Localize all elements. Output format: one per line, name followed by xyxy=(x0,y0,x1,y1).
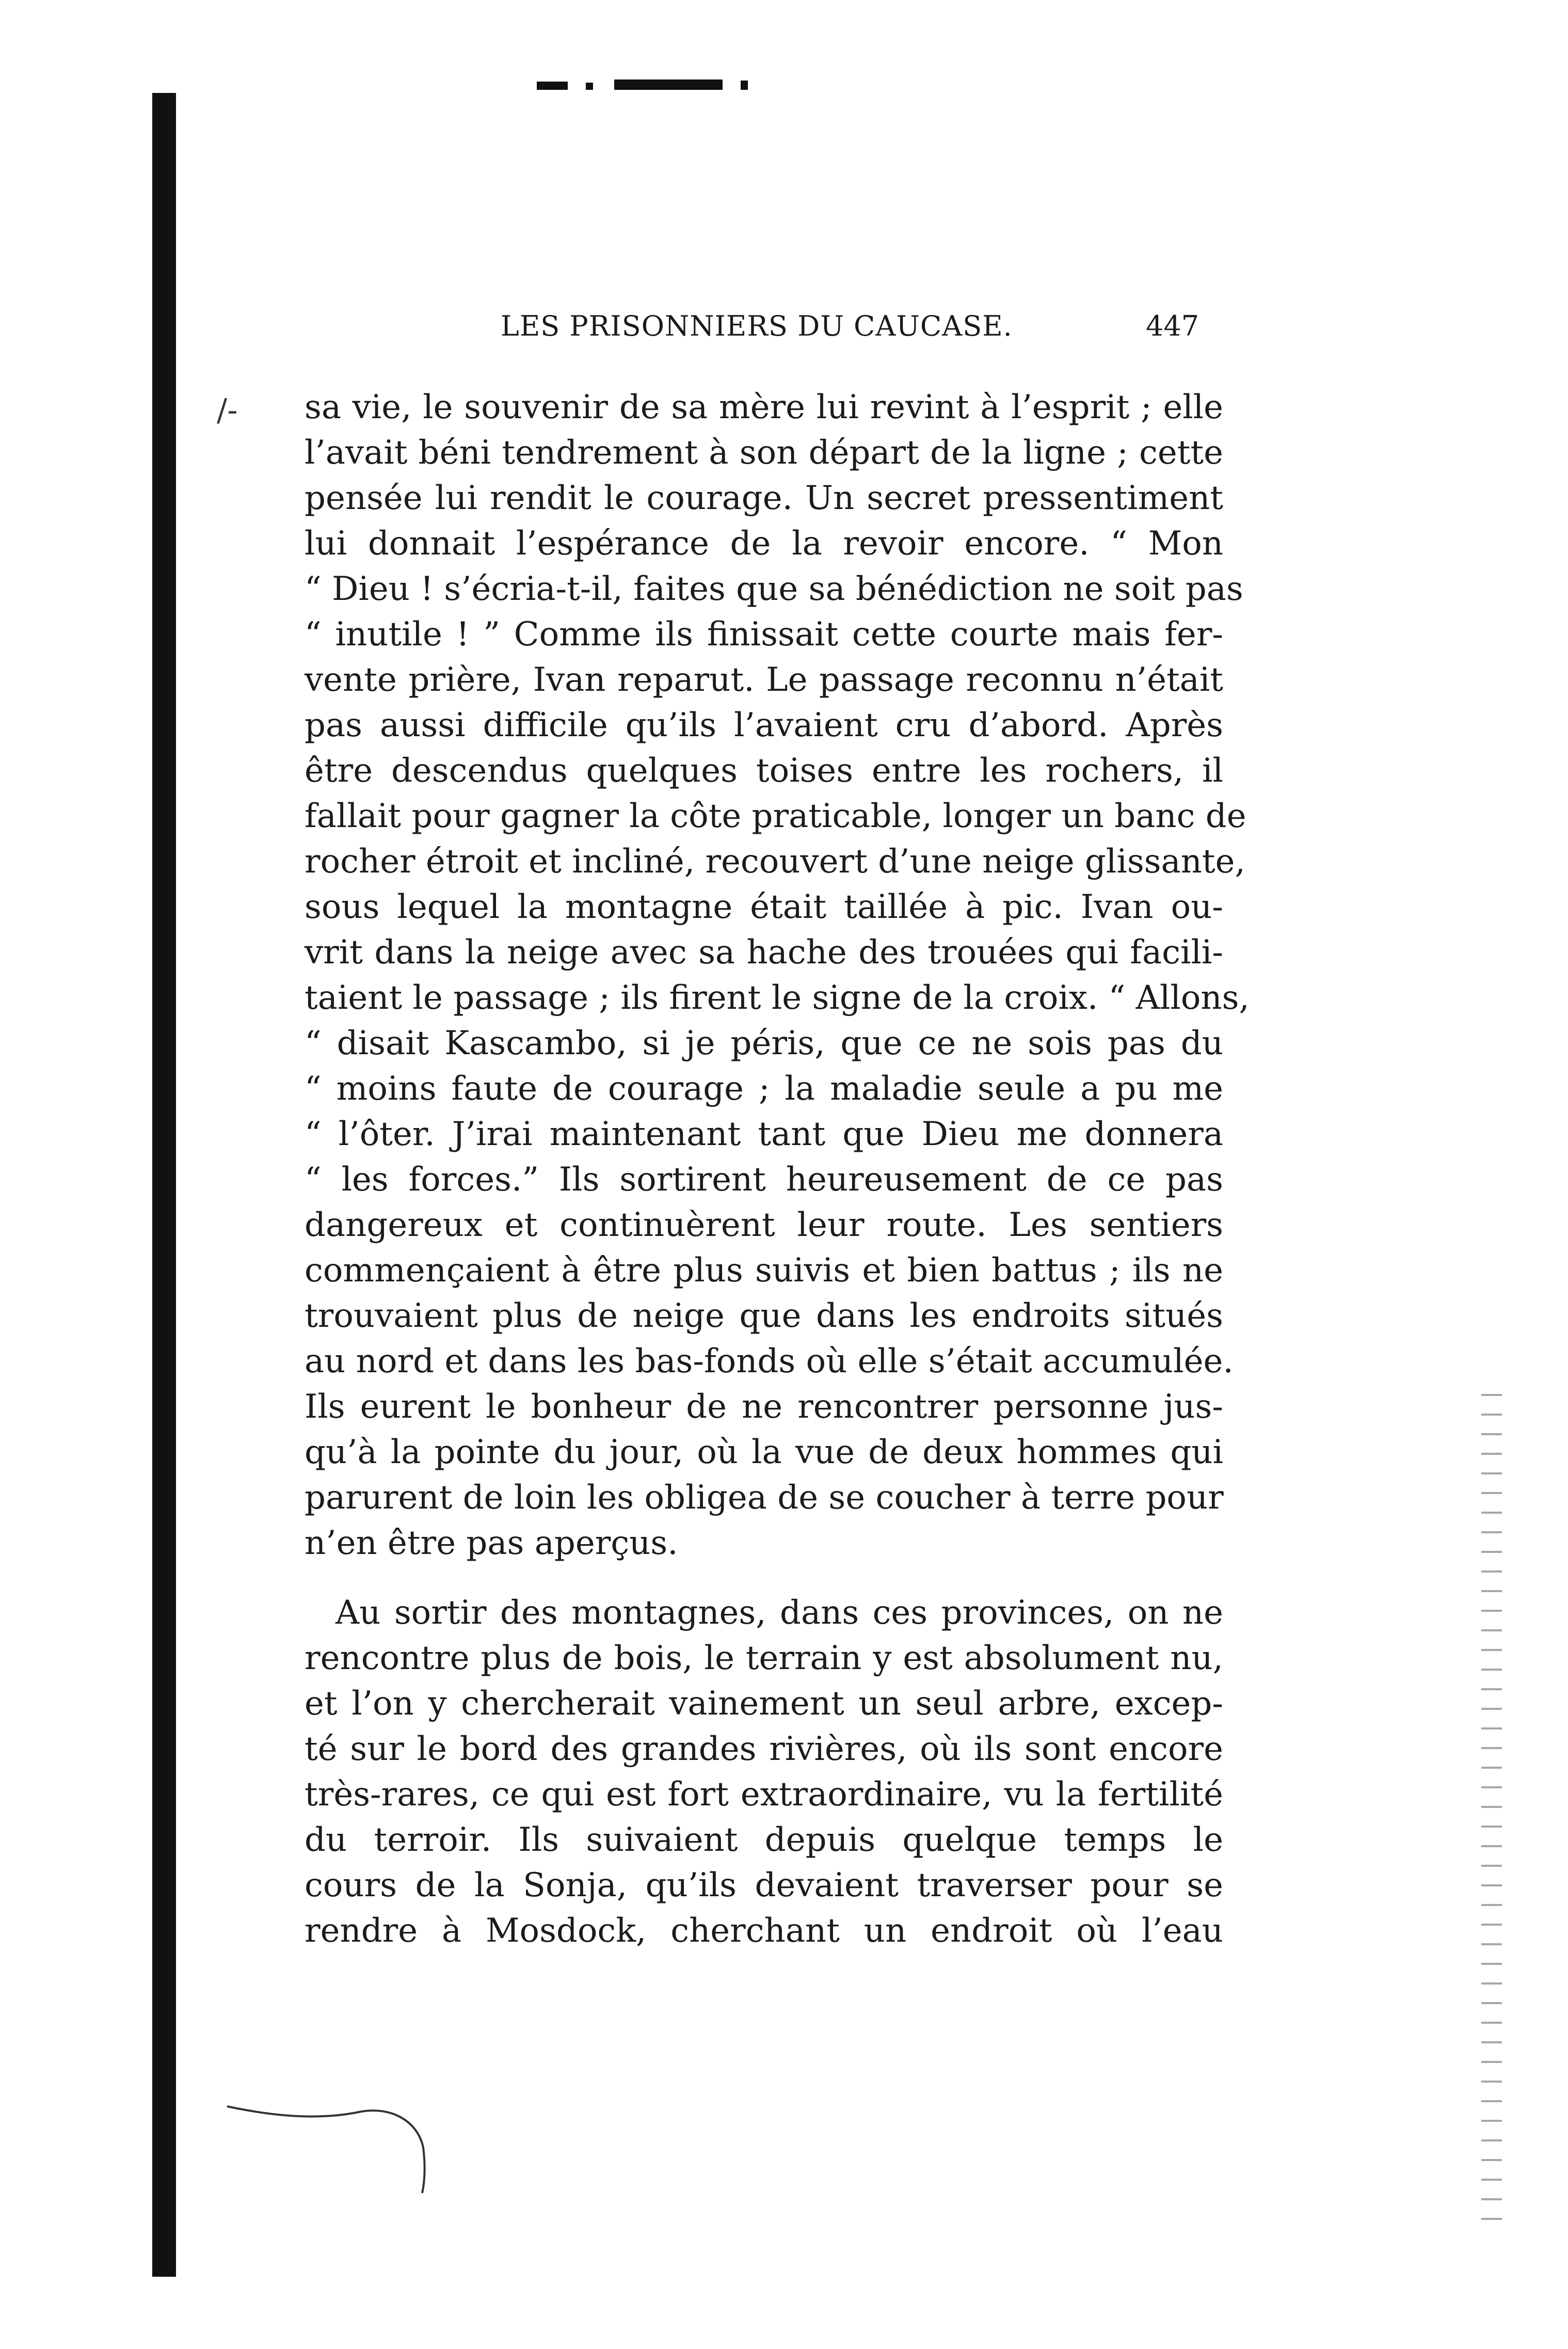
text-line: qu’à la pointe du jour, où la vue de deux hommes qui xyxy=(305,1433,1223,1471)
text-line: parurent de loin les obligea de se coucher à terre pour xyxy=(305,1479,1224,1517)
text-line: vente prière, Ivan reparut. Le passage reconnu n’était xyxy=(305,661,1223,699)
pencil-scribble xyxy=(222,2091,490,2194)
paragraph-2 xyxy=(305,1590,1223,1954)
running-header: LES PRISONNIERS DU CAUCASE. xyxy=(501,310,1013,342)
text-line: lui donnait l’espérance de la revoir encore. “ Mon xyxy=(305,525,1223,563)
scan-mark xyxy=(586,83,593,90)
text-line: n’en être pas aperçus. xyxy=(305,1524,678,1562)
text-line: cours de la Sonja, qu’ils devaient traverser pour se xyxy=(305,1866,1223,1904)
page-number: 447 xyxy=(1146,310,1199,342)
text-line: taient le passage ; ils firent le signe de la croix. “ Allons, xyxy=(305,979,1250,1017)
text-line: être descendus quelques toises entre les rochers, il xyxy=(305,752,1223,790)
text-line: trouvaient plus de neige que dans les endroits situés xyxy=(305,1297,1223,1335)
text-line: au nord et dans les bas-fonds où elle s’était accumulée. xyxy=(305,1342,1234,1380)
scan-edge-speckle xyxy=(1481,1394,1502,2220)
scribble-stroke xyxy=(227,2106,425,2193)
text-line: très-rares, ce qui est fort extraordinaire, vu la fertilité xyxy=(305,1775,1223,1814)
margin-annotation: /- xyxy=(217,392,238,428)
text-line: du terroir. Ils suivaient depuis quelque temps le xyxy=(305,1821,1223,1859)
text-line: l’avait béni tendrement à son départ de la ligne ; cette xyxy=(305,434,1223,472)
text-line: Au sortir des montagnes, dans ces provinces, on ne xyxy=(335,1594,1223,1632)
text-line: rocher étroit et incliné, recouvert d’une neige glissante, xyxy=(305,843,1245,881)
text-line: “ l’ôter. J’irai maintenant tant que Dieu me donnera xyxy=(305,1115,1223,1153)
text-line: sous lequel la montagne était taillée à pic. Ivan ou- xyxy=(305,888,1223,926)
paragraph-1 xyxy=(305,385,1250,1566)
text-line: fallait pour gagner la côte praticable, longer un banc de xyxy=(305,797,1246,835)
text-line: pensée lui rendit le courage. Un secret pressentiment xyxy=(305,479,1223,517)
text-line: et l’on y chercherait vainement un seul arbre, excep- xyxy=(305,1685,1223,1723)
scan-artifact-marks xyxy=(537,77,743,93)
text-line: “ Dieu ! s’écria-t-il, faites que sa bénédiction ne soit pas xyxy=(305,570,1243,608)
text-line: commençaient à être plus suivis et bien battus ; ils ne xyxy=(305,1251,1223,1290)
text-line: sa vie, le souvenir de sa mère lui revint à l’esprit ; elle xyxy=(305,388,1223,426)
text-line: pas aussi difficile qu’ils l’avaient cru d’abord. Après xyxy=(305,706,1223,744)
text-line: rendre à Mosdock, cherchant un endroit où l’eau xyxy=(305,1912,1223,1950)
text-line: “ inutile ! ” Comme ils finissait cette courte mais fer- xyxy=(305,615,1223,654)
text-line: Ils eurent le bonheur de ne rencontrer personne jus- xyxy=(305,1388,1223,1426)
scan-mark xyxy=(741,81,748,90)
text-line: “ moins faute de courage ; la maladie seule a pu me xyxy=(305,1070,1223,1108)
text-line: té sur le bord des grandes rivières, où ils sont encore xyxy=(305,1730,1223,1768)
text-line: “ les forces.” Ils sortirent heureusement de ce pas xyxy=(305,1161,1223,1199)
text-line: rencontre plus de bois, le terrain y est absolument nu, xyxy=(305,1639,1223,1677)
text-line: vrit dans la neige avec sa hache des trouées qui facili- xyxy=(305,933,1223,972)
text-line: dangereux et continuèrent leur route. Les sentiers xyxy=(305,1206,1223,1244)
text-line: “ disait Kascambo, si je péris, que ce ne sois pas du xyxy=(305,1024,1223,1062)
scan-mark xyxy=(537,82,568,90)
binding-shadow xyxy=(152,93,176,2277)
scan-mark xyxy=(614,80,723,90)
